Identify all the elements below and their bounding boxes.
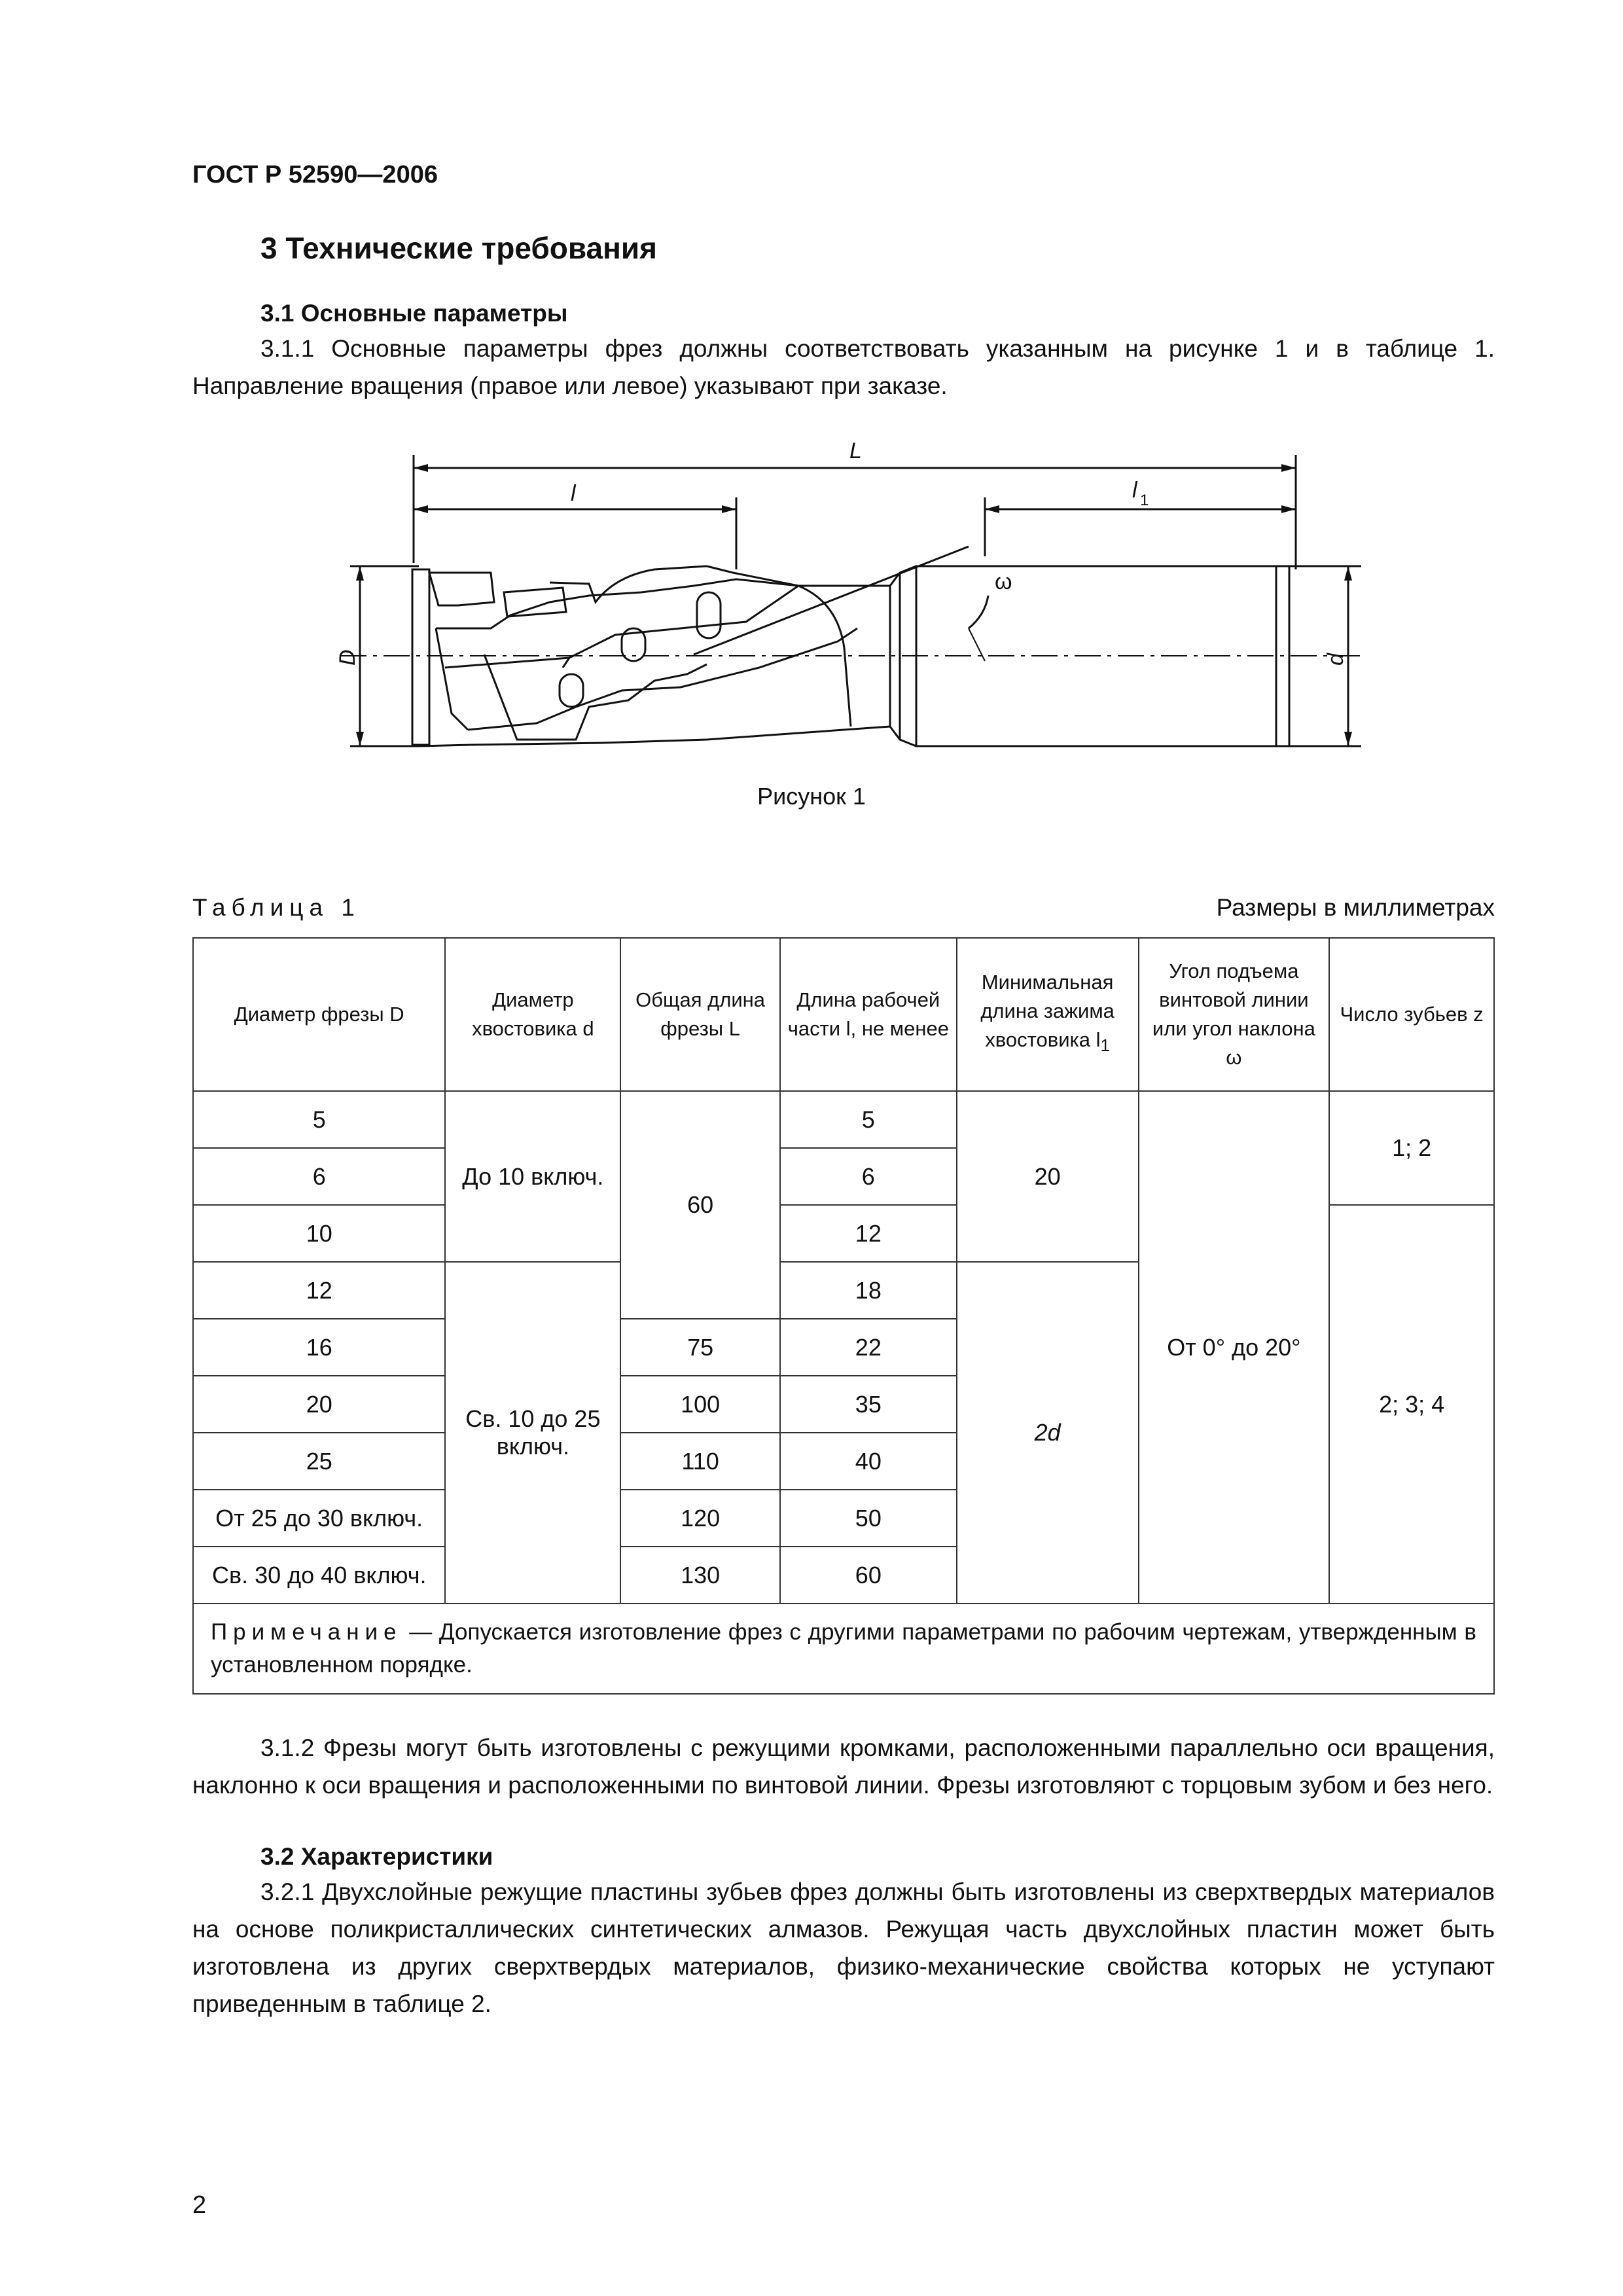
cell-D: 16 [193, 1319, 445, 1376]
paragraph-3-2-1: 3.2.1 Двухслойные режущие пластины зубьев фрез должны быть изготовлены из сверхтвердых материалов на основе поликристаллических синтетических алмазов. Режущая часть двухслойных пластин может быть изготовлена из других сверхтвердых материалов, физико-механические свойства которых не уступают приведенным в таблице 2. [192, 1878, 1495, 2017]
header-L: Общая длина фрезы L [620, 938, 780, 1091]
cell-L: 110 [620, 1433, 780, 1490]
subsection-3-1-title: 3.1 Основные параметры [260, 300, 568, 327]
table-note [193, 1604, 1494, 1694]
cell-D: 12 [193, 1262, 445, 1319]
cell-z: 1; 2 [1329, 1091, 1494, 1205]
cell-l1: 2d [957, 1262, 1139, 1604]
cell-l: 18 [780, 1262, 957, 1319]
label-d: d [1323, 653, 1348, 666]
cell-D: 10 [193, 1205, 445, 1262]
cutter-drawing [335, 432, 1361, 772]
label-l: l [571, 481, 576, 506]
cell-D: 20 [193, 1376, 445, 1433]
cell-L: 60 [620, 1091, 780, 1319]
cell-D: 6 [193, 1148, 445, 1205]
cell-l: 22 [780, 1319, 957, 1376]
cell-l1: 20 [957, 1091, 1139, 1262]
subsection-3-2-title: 3.2 Характеристики [260, 1843, 493, 1870]
cell-omega: От 0° до 20° [1139, 1091, 1330, 1604]
cell-D: От 25 до 30 включ. [193, 1490, 445, 1547]
cell-l: 40 [780, 1433, 957, 1490]
cell-l: 50 [780, 1490, 957, 1547]
header-D: Диаметр фрезы D [193, 938, 445, 1091]
paragraph-3-1-2: 3.1.2 Фрезы могут быть изготовлены с режущими кромками, расположенными параллельно оси вращения, наклонно к оси вращения и расположенными по винтовой линии. Фрезы изготовляют с торцовым зубом и без него. [192, 1734, 1495, 1799]
figure-caption: Рисунок 1 [757, 783, 866, 810]
cell-L: 120 [620, 1490, 780, 1547]
cell-l: 5 [780, 1091, 957, 1148]
header-omega: Угол подъема винтовой линии или угол наклона ω [1139, 938, 1330, 1091]
cell-D: 25 [193, 1433, 445, 1490]
cell-l: 6 [780, 1148, 957, 1205]
cell-z: 2; 3; 4 [1329, 1205, 1494, 1604]
cell-D: Св. 30 до 40 включ. [193, 1547, 445, 1604]
cell-L: 100 [620, 1376, 780, 1433]
header-l: Длина рабочей части l, не менее [780, 938, 957, 1091]
note-text: — Допускается изготовление фрез с другими параметрами по рабочим чертежам, утвержденным в установленном порядке. [211, 1619, 1476, 1677]
table-units: Размеры в миллиметрах [1216, 894, 1495, 921]
note-label: Примечание [211, 1619, 402, 1645]
label-omega: ω [995, 569, 1012, 594]
cell-d: До 10 включ. [445, 1091, 620, 1262]
label-l1-sub: 1 [1140, 492, 1149, 509]
cell-l: 60 [780, 1547, 957, 1604]
header-l1: Минимальная длина зажима хвостовика $l_1$ [957, 938, 1139, 1091]
page-number: 2 [192, 2191, 207, 2219]
cell-l: 12 [780, 1205, 957, 1262]
section-title: 3 Технические требования [260, 231, 657, 265]
cell-d: Св. 10 до 25 включ. [445, 1262, 620, 1604]
header-d: Диаметр хвостовика d [445, 938, 620, 1091]
parameters-table [192, 937, 1495, 1695]
table-label: Таблица 1 [192, 894, 361, 921]
cell-L: 75 [620, 1319, 780, 1376]
cell-l: 35 [780, 1376, 957, 1433]
label-l1: l [1132, 478, 1137, 503]
label-L: L [849, 439, 862, 463]
cell-D: 5 [193, 1091, 445, 1148]
label-D: D [335, 649, 360, 666]
cell-L: 130 [620, 1547, 780, 1604]
header-z: Число зубьев z [1329, 938, 1494, 1091]
document-header: ГОСТ Р 52590—2006 [192, 161, 438, 188]
paragraph-3-1-1: 3.1.1 Основные параметры фрез должны соответствовать указанным на рисунке 1 и в таблице 1. Направление вращения (правое или левое) указывают при заказе. [192, 335, 1495, 399]
